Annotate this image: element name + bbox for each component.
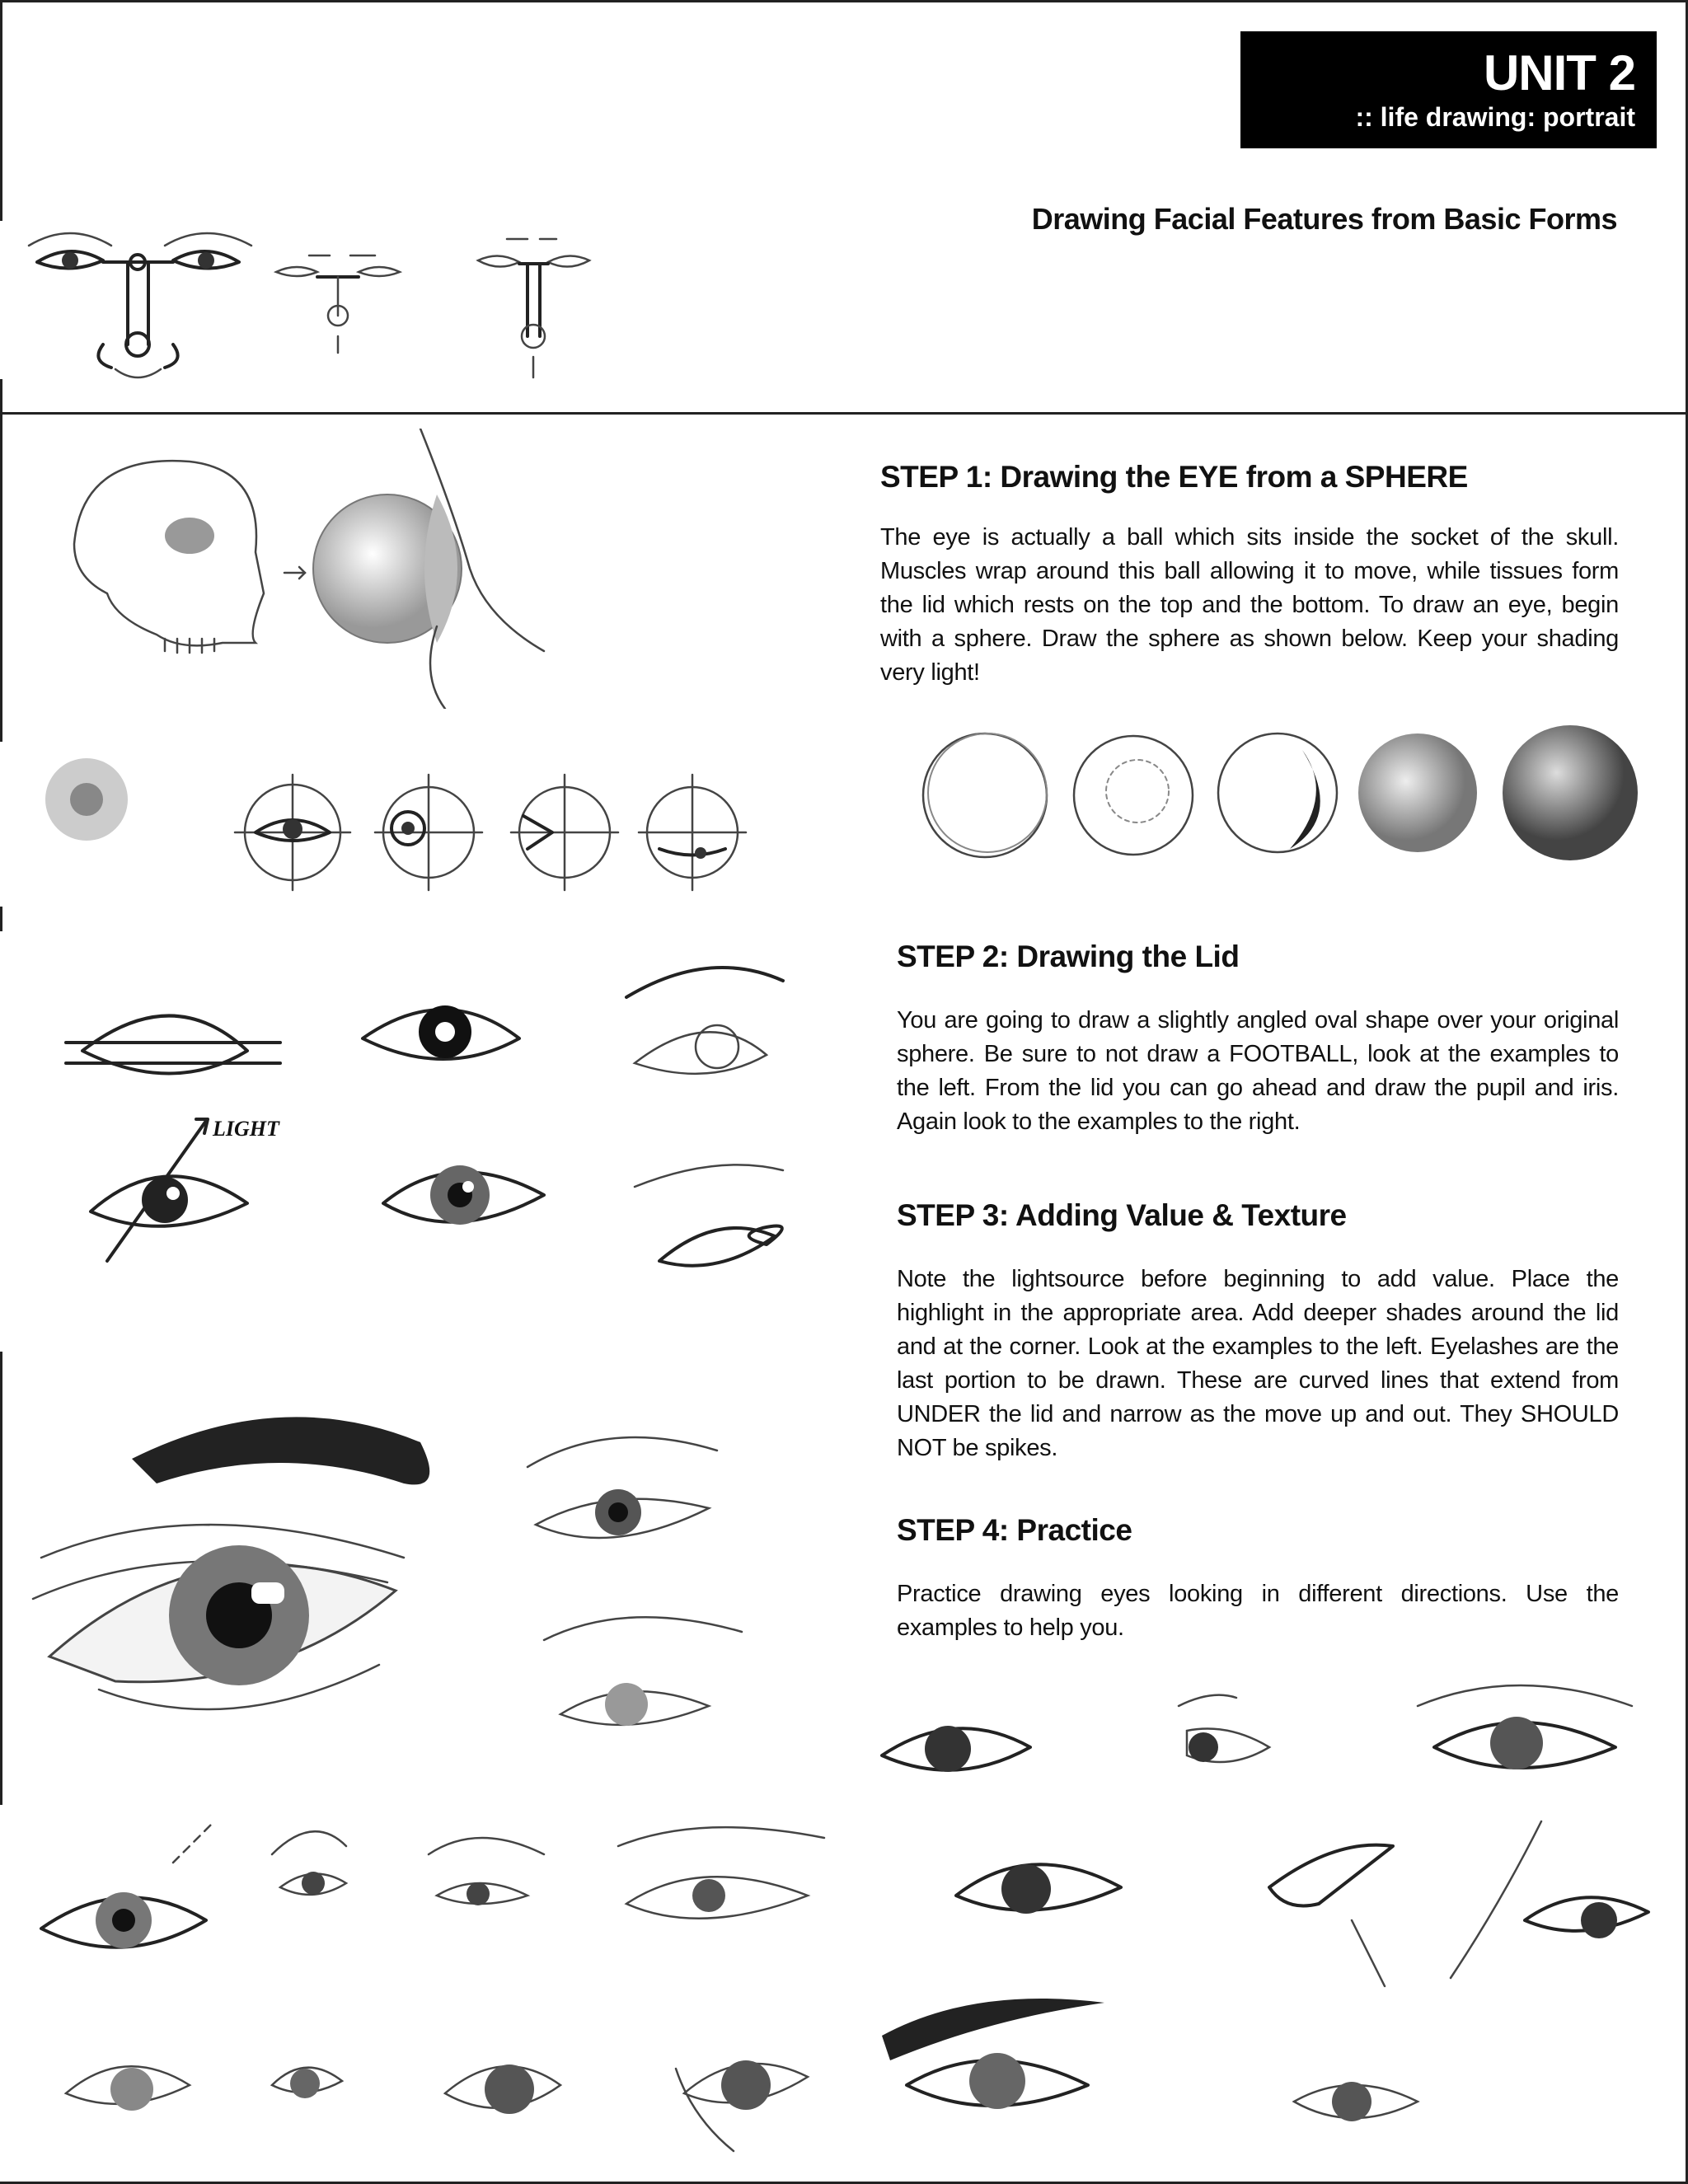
facial-proportion-diagram — [12, 221, 606, 386]
skull-and-eyeball-illustration — [58, 429, 552, 709]
practice-eye-examples-left — [16, 1805, 841, 2168]
step-2-title: STEP 2: Drawing the Lid — [897, 940, 1240, 973]
step-3-body: Note the lightsource before beginning to add value. Place the highlight in the appropriate area. Add deeper shades around the lid and at the corner. Look at the examples to the left. Eyelashes are the last portion to be drawn. These are curved lines that extend from UNDER the lid and narrow as the move up and out. They SHOULD NOT be spikes. — [897, 1266, 1619, 1461]
page-title: Drawing Facial Features from Basic Forms — [1031, 202, 1617, 236]
light-source-label — [213, 1117, 303, 1150]
step-4-title: STEP 4: Practice — [897, 1513, 1132, 1547]
frame-left-tick — [0, 0, 2, 221]
frame-left-tick — [0, 907, 2, 931]
light-label: LIGHT — [213, 1117, 279, 1141]
unit-title: UNIT 2 — [1483, 45, 1635, 101]
eyeball-rotation-sequence — [16, 742, 758, 907]
eyelid-construction-examples — [58, 948, 824, 1294]
detailed-eye-drawings — [16, 1393, 775, 1821]
header-divider — [0, 412, 1688, 415]
frame-left-tick — [0, 1352, 2, 1805]
step-4-body: Practice drawing eyes looking in different directions. Use the examples to help you. — [897, 1581, 1619, 1641]
unit-subtitle: :: life drawing: portrait — [1355, 102, 1635, 132]
unit-badge — [1240, 31, 1657, 148]
practice-eye-examples-right — [857, 1673, 1669, 2168]
step-1-title: STEP 1: Drawing the EYE from a SPHERE — [880, 460, 1468, 494]
sphere-shading-progression — [915, 717, 1669, 865]
step-3-title: STEP 3: Adding Value & Texture — [897, 1198, 1347, 1232]
step-2-body: You are going to draw a slightly angled oval shape over your original sphere. Be sure to not draw a FOOTBALL, look at the examples to the left. From the lid you can go ahead and draw the pupil and iris. Again look to the examples to the right. — [897, 1007, 1619, 1135]
frame-left-tick — [0, 379, 2, 742]
step-1-body: The eye is actually a ball which sits inside the socket of the skull. Muscles wrap around this ball allowing it to move, while tissues form the lid which rests on the top and the bottom. To draw an eye, begin with a sphere. Draw the sphere as shown below. Keep your shading very light! — [880, 524, 1619, 686]
